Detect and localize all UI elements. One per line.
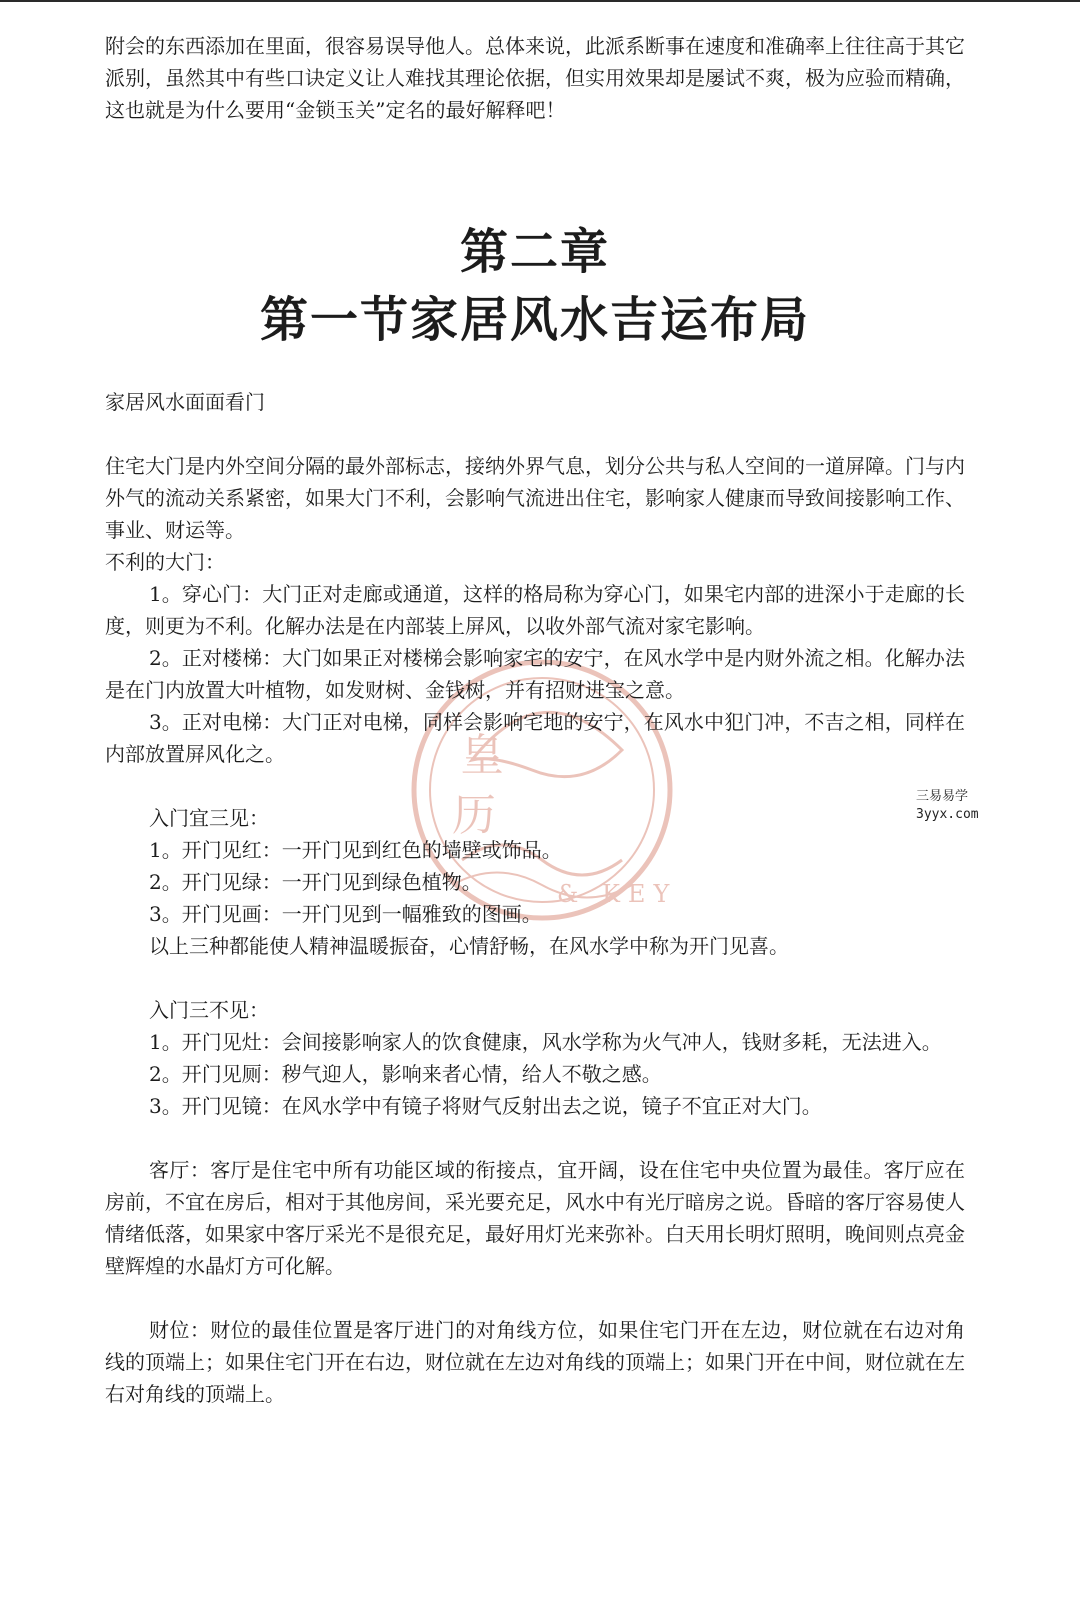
list-item: 2。正对楼梯：大门如果正对楼梯会影响家宅的安宁，在风水学中是内财外流之相。化解办法是在门内放置大叶植物，如发财树、金钱树，并有招财进宝之意。 — [105, 646, 965, 702]
three-see-label: 入门宜三见： — [149, 806, 269, 830]
site-watermark-tag — [916, 788, 979, 824]
list-item: 3。开门见画：一开门见到一幅雅致的图画。 — [149, 902, 542, 926]
svg-text:皇: 皇 — [460, 730, 504, 781]
intro-block — [105, 30, 965, 126]
list-item: 2。开门见厕：秽气迎人，影响来者心情，给人不敬之感。 — [149, 1062, 662, 1086]
title-block — [105, 222, 965, 352]
list-item: 3。开门见镜：在风水学中有镜子将财气反射出去之说，镜子不宜正对大门。 — [149, 1094, 822, 1118]
list-item: 1。开门见红：一开门见到红色的墙壁或饰品。 — [149, 838, 562, 862]
list-item: 1。穿心门：大门正对走廊或通道，这样的格局称为穿心门，如果宅内部的进深小于走廊的长度，则更为不利。化解办法是在内部装上屏风，以收外部气流对家宅影响。 — [105, 582, 965, 638]
door-intro-paragraph: 住宅大门是内外空间分隔的最外部标志，接纳外界气息，划分公共与私人空间的一道屏障。门与内外气的流动关系紧密，如果大门不利，会影响气流进出住宅，影响家人健康而导致间接影响工作、事业、财运等。 — [105, 454, 965, 542]
section-title: 第一节家居风水吉运布局 — [259, 292, 810, 348]
svg-text:历: 历 — [452, 790, 496, 841]
site-name: 三易易学 — [916, 789, 969, 804]
list-item: 1。开门见灶：会间接影响家人的饮食健康，风水学称为火气冲人，钱财多耗，无法进入。 — [149, 1030, 942, 1054]
body-content — [105, 386, 965, 1410]
bad-doors-label: 不利的大门： — [105, 550, 225, 574]
three-see-summary: 以上三种都能使人精神温暖振奋，心情舒畅，在风水学中称为开门见喜。 — [149, 934, 789, 958]
wealth-position-paragraph: 财位：财位的最佳位置是客厅进门的对角线方位，如果住宅门开在左边，财位就在右边对角线的顶端上；如果住宅门开在右边，财位就在左边对角线的顶端上；如果门开在中间，财位就在左右对角线的顶端上。 — [105, 1318, 965, 1406]
three-not-label: 入门三不见： — [149, 998, 269, 1022]
living-room-paragraph: 客厅：客厅是住宅中所有功能区域的衔接点，宜开阔，设在住宅中央位置为最佳。客厅应在房前，不宜在房后，相对于其他房间，采光要充足，风水中有光厅暗房之说。昏暗的客厅容易使人情绪低落，如果家中客厅采光不是很充足，最好用灯光来弥补。白天用长明灯照明，晚间则点亮金壁辉煌的水晶灯方可化解。 — [105, 1158, 965, 1278]
page-top-edge — [0, 0, 1080, 2]
subheading: 家居风水面面看门 — [105, 390, 265, 414]
chapter-title: 第二章 — [459, 224, 610, 280]
site-url: 3yyx.com — [916, 807, 979, 822]
list-item: 3。正对电梯：大门正对电梯，同样会影响宅地的安宁，在风水中犯门冲，不吉之相，同样在内部放置屏风化之。 — [105, 710, 965, 766]
svg-text:& KEY: & KEY — [557, 880, 678, 908]
list-item: 2。开门见绿：一开门见到绿色植物。 — [149, 870, 482, 894]
intro-paragraph: 附会的东西添加在里面，很容易误导他人。总体来说，此派系断事在速度和准确率上往往高于其它派别，虽然其中有些口诀定义让人难找其理论依据，但实用效果却是屡试不爽，极为应验而精确，这也就是为什么要用“金锁玉关”定名的最好解释吧！ — [105, 34, 965, 122]
